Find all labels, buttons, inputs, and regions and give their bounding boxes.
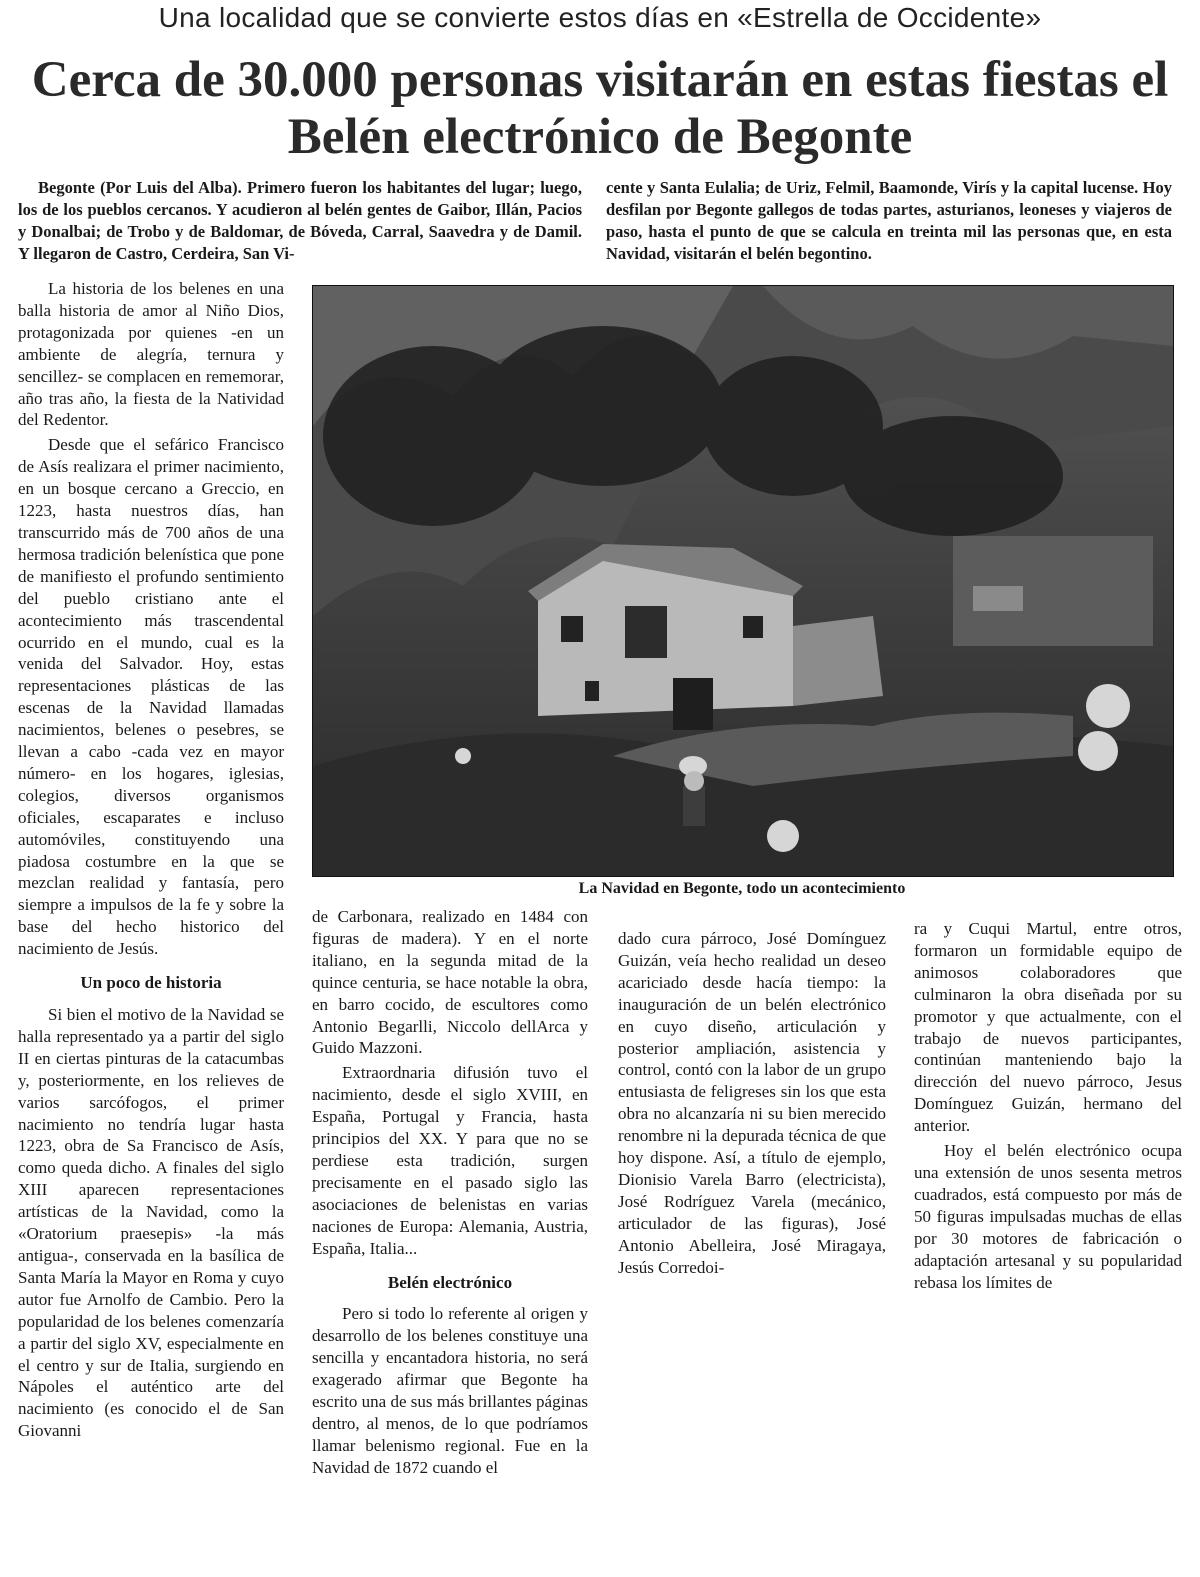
col2-paragraph-3: Pero si todo lo referente al origen y desarrollo de los belenes constituye una sencilla y encantadora historia, no será exagerado afirmar que Begonte ha escrito una de sus más brillantes páginas dentro, al menos, de lo que podríamos llamar belenismo regional. Fue en la Navidad de 1872 cuando el (312, 1304, 588, 1477)
kicker-subtitle: Una localidad que se convierte estos días en «Estrella de Occidente» (158, 2, 1042, 33)
column-2 (312, 906, 588, 1479)
headline: Cerca de 30.000 personas visitarán en estas fiestas el Belén electrónico de Begonte (31, 52, 1169, 165)
column-1 (18, 278, 284, 1442)
lead-text-right: cente y Santa Eulalia; de Uriz, Felmil, Baamonde, Virís y la capital lucense. Hoy desfilan por Begonte gallegos de todas partes, asturianos, leoneses y viajeros de paso, hasta el punto de que se calcula en treinta mil las personas que, en esta Navidad, visitarán el belén begontino. (606, 178, 1172, 263)
column-3 (618, 928, 886, 1279)
subheading-historia: Un poco de historia (80, 973, 222, 993)
col4-paragraph-2: Hoy el belén electrónico ocupa una extensión de unos sesenta metros cuadrados, está compuesto por más de 50 figuras impulsadas muchas de ellas por 30 motores de fabricación o adaptación artesanal y su popularidad rebasa los límites de (914, 1141, 1182, 1292)
lead-text-left: Begonte (Por Luis del Alba). Primero fueron los habitantes del lugar; luego, los de los pueblos cercanos. Y acudieron al belén gentes de Gaibor, Illán, Pacios y Donalbai; de Trobo y de Baldomar, de Bóveda, Carral, Saavedra y de Damil. Y llegaron de Castro, Cerdeira, San Vi- (18, 178, 582, 263)
col2-paragraph-2: Extraordnaria difusión tuvo el nacimiento, desde el siglo XVIII, en España, Portugal y Francia, hasta principios del XX. Y para que no se perdiese esta tradición, surgen precisamente en el pasado siglo las asociaciones de belenistas en varias naciones de Europa: Alemania, Austria, España, Italia... (312, 1063, 588, 1258)
col3-paragraph-1: dado cura párroco, José Domínguez Guizán, veía hecho realidad un deseo acariciado desde hacía tiempo: la inauguración de un belén electrónico en cuyo diseño, articulación y posterior ampliación, asistencia y control, contó con la labor de un grupo entusiasta de feligreses sin los que esta obra no alcanzaría ni su bien merecido renombre ni la depurada técnica de que hoy dispone. Así, a título de ejemplo, Dionisio Varela Barro (electricista), José Rodríguez Varela (mecánico, articulador de las figuras), José Antonio Abelleira, José Miragaya, Jesús Corredoi- (618, 929, 886, 1277)
column-4 (914, 918, 1182, 1293)
lead-paragraph-right (606, 177, 1172, 265)
photo-caption: La Navidad en Begonte, todo un acontecimiento (578, 880, 906, 897)
col1-paragraph-1: La historia de los belenes en una balla historia de amor al Niño Dios, protagonizada por quienes -en un ambiente de alegría, ternura y sencillez- se complacen en rememorar, año tras año, la fiesta de la Natividad del Redentor. (18, 279, 284, 430)
lead-paragraph-left (18, 177, 582, 265)
subheading-belen-electronico: Belén electrónico (387, 1272, 513, 1292)
col4-paragraph-1: ra y Cuqui Martul, entre otros, formaron un formidable equipo de animosos colaboradores que culminaron la obra diseñada por su promotor y que actualmente, con el trabajo de nuevos participantes, continúan manteniendo bajo la dirección del nuevo párroco, Jesus Domínguez Guizán, hermano del anterior. (914, 919, 1182, 1136)
col2-paragraph-1: de Carbonara, realizado en 1484 con figuras de madera). Y en el norte italiano, en la segunda mitad de la quince centuria, se hace notable la obra, en barro cocido, de escultores como Antonio Begarlli, Niccolo dellArca y Guido Mazzoni. (312, 907, 588, 1058)
nativity-scene-image (313, 286, 1173, 876)
col1-paragraph-2: Desde que el sefárico Francisco de Asís realizara el primer nacimiento, en un bosque cercano a Greccio, en 1223, hasta nuestros días, han transcurrido más de 700 años de una hermosa tradición belenística que pone de manifiesto el profundo sentimiento del pueblo cristiano ante el acontecimiento más trascendental ocurrido en el mundo, cual es la venida del Salvador. Hoy, estas representaciones plásticas de las escenas de la Navidad llamadas nacimientos, belenes o pesebres, se llevan a cabo -cada vez en mayor número- en los hogares, iglesias, colegios, diversos organismos oficiales, escaparates e incluso automóviles, constituyendo una piadosa costumbre en la que se mezclan realidad y fantasía, pero siempre a impulsos de la fe y sobre la base del hecho historico del nacimiento de Jesús. (18, 435, 284, 959)
nativity-photo (312, 285, 1174, 877)
col1-paragraph-3: Si bien el motivo de la Navidad se halla representado ya a partir del siglo II en ciertas pinturas de la catacumbas y, posteriormente, en los relieves de varios sarcófogos, el primer nacimiento no tendría lugar hasta 1223, obra de Sa Francisco de Asís, como queda dicho. A finales del siglo XIII aparecen representaciones artísticas de la Navidad, como la «Oratorium praesepis» -la más antigua-, conservada en la basílica de Santa María la Mayor en Roma y cuyo autor fue Arnolfo de Cambio. Pero la popularidad de los belenes comenzaría a partir del siglo XV, especialmente en el centro y sur de Italia, surgiendo en Nápoles el auténtico arte del nacimiento (es conocido el de San Giovanni (18, 1005, 284, 1441)
